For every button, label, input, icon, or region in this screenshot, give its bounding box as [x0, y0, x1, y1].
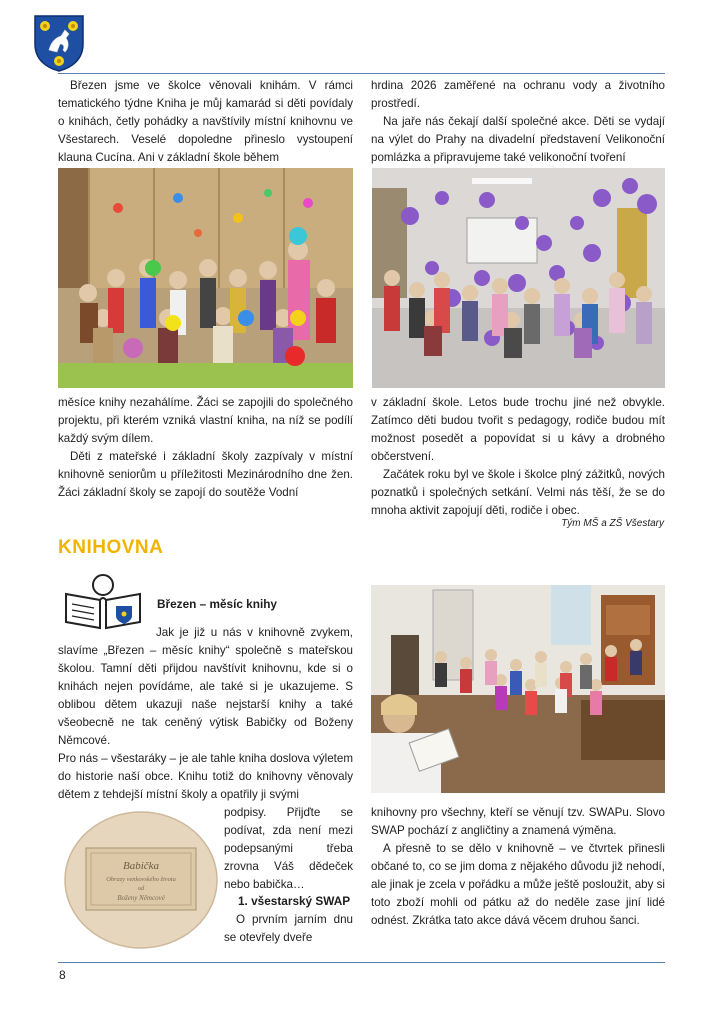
footer-rule	[58, 962, 665, 963]
library-col2-paragraph-2: A přesně to se dělo v knihovně – ve čtvrtek přinesli občané to, co se jim doma z nějakého důvodu již nehodí, ale jinak je zcela v pořádku a může ještě posloužit, aby si toto zboží mohli od pátku až do neděle zase jiní lidé odnést. Zkrátka tato akce dává věcem druhou šanci.	[371, 842, 665, 927]
photo-old-book-stamp	[64, 810, 218, 950]
coat-of-arms-icon	[33, 14, 85, 72]
book-stamp-line-4: Boženy Němcové	[117, 894, 165, 902]
school-col1-paragraph-3: Děti z mateřské i základní školy zazpívaly v místní knihovně seniorům u příležitosti Mezinárodního dne žen. Žáci základní školy se zapojí do soutěže Vodní	[58, 450, 353, 499]
school-col2-paragraph-2: Na jaře nás čekají další společné akce. Děti se vydají na výlet do Prahy na divadelní představení Velikonoční pomlázka a připravujeme také velikonoční tvoření	[371, 115, 665, 164]
school-signature: Tým MŠ a ZŠ Všestary	[561, 518, 664, 529]
header-rule	[58, 73, 665, 74]
library-col2-paragraph-1: knihovny pro všechny, kteří se věnují tzv. SWAPu. Slovo SWAP pochází z angličtiny a znamená výměna.	[371, 806, 665, 837]
library-paragraph-1-text: Jak je již u nás v knihovně zvykem, slavíme „Březen – měsíc knihy“ společně s mateřskou školou. Tamní děti přijdou navštívit knihovnu, kde si o knihách nejen povídáme, ale také si je ukazujeme. S oblibou dětem ukazuji naše nejstarší knihy a také všeobecně ne tak ceněný výtisk Babičky od Boženy Němcové.	[58, 626, 353, 747]
school-col2-paragraph-3: v základní škole. Letos bude trochu jiné než obvykle. Zatímco děti budou tvořit s pedagogy, rodiče budou mít možnost posedět a popovídat si u kávy a drobného občerstvení.	[371, 396, 665, 463]
school-col2-paragraph-4: Začátek roku byl ve škole i školce plný zážitků, nových poznatků i společných setkání. Velmi nás těší, že se do mnoha aktivit zapojují děti, rodiče i obec.	[371, 468, 665, 517]
school-col2-paragraph-1: hrdina 2026 zaměřené na ochranu vody a životního prostředí.	[371, 79, 665, 110]
book-stamp-line-3: od	[137, 885, 145, 892]
library-paragraph-2-end: podpisy. Přijďte se podívat, zda není mezi podepsanými třeba zrovna Váš dědeček nebo babička…	[224, 806, 353, 891]
library-paragraph-2-start: Pro nás – všestaráky – je ale tahle kniha doslova výletem do historie naší obce. Knihu totiž do knihovny věnovaly dětem z tehdejší místní školy a opatřily ji svými	[58, 752, 353, 801]
library-paragraph-1	[58, 624, 353, 750]
book-stamp-line-2: Obrazy venkovského života	[106, 876, 176, 883]
library-heading: Březen – měsíc knihy	[157, 597, 277, 611]
photo-library-reading	[371, 585, 665, 793]
school-col1-paragraph-1: Březen jsme ve školce věnovali knihám. V rámci tematického týdne Kniha je můj kamarád si děti povídaly o knihách, četly pohádky a navštívily místní knihovnu ve Všestarech. Veselé dopoledne přineslo vystoupení klauna Cucína. Ani v základní škole během	[58, 79, 353, 164]
page-number: 8	[59, 968, 66, 982]
section-title-knihovna: KNIHOVNA	[58, 537, 164, 558]
book-stamp-line-1: Babička	[122, 860, 160, 872]
person-reading-book-icon	[62, 574, 144, 630]
photo-school-hall-balloons	[372, 168, 665, 388]
swap-paragraph-1: O prvním jarním dnu se otevřely dveře	[224, 913, 353, 944]
photo-clown-with-children	[58, 168, 353, 388]
school-col1-paragraph-2: měsíce knihy nezahálíme. Žáci se zapojili do společného projektu, při kterém vzniká vlastní kniha, na níž se podílí každý svým dílem.	[58, 396, 353, 445]
swap-heading: 1. všestarský SWAP	[238, 894, 351, 908]
